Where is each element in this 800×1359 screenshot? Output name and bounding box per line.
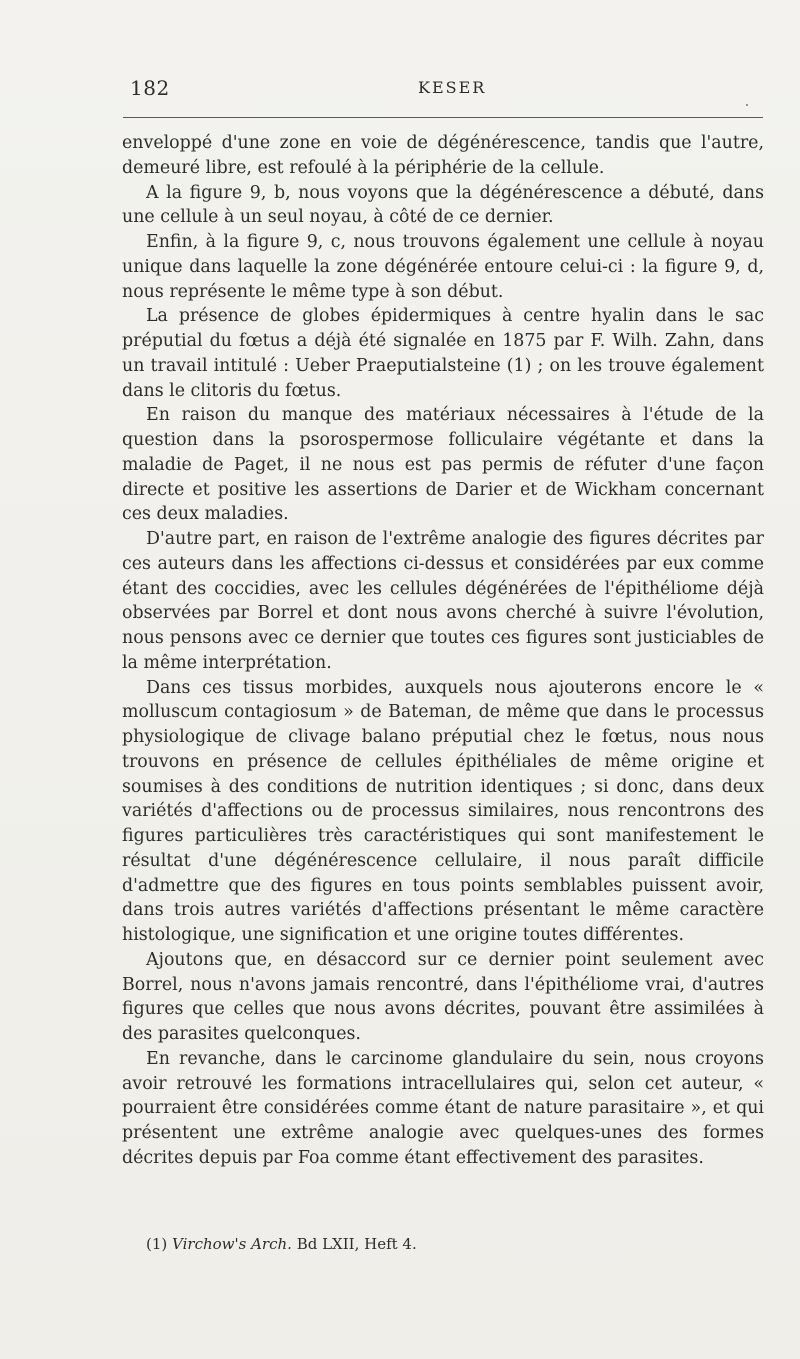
page-number: 182 <box>130 76 170 100</box>
print-mark <box>746 104 748 106</box>
paragraph: La présence de globes épidermiques à centre hyalin dans le sac préputial du fœtus a déjà été signalée en 1875 par F. Wilh. Zahn, dans un travail intitulé : Ueber Praeputialsteine (1) ; on les trouve également dans le clitoris du fœtus. <box>122 306 764 401</box>
body-text <box>122 131 764 1171</box>
paragraph: A la figure 9, b, nous voyons que la dégénérescence a débuté, dans une cellule à un seul noyau, à côté de ce dernier. <box>122 182 764 228</box>
footnote-marker: (1) <box>146 1235 168 1253</box>
paragraph: En revanche, dans le carcinome glandulaire du sein, nous croyons avoir retrouvé les formations intracellulaires qui, selon cet auteur, « pourraient être considérées comme étant de nature parasitaire », et qui présentent une extrême analogie avec quelques-unes des formes décrites depuis par Foa comme étant effectivement des parasites. <box>122 1048 764 1168</box>
paragraph: En raison du manque des matériaux nécessaires à l'étude de la question dans la psorospermose folliculaire végétante et dans la maladie de Paget, il ne nous est pas permis de réfuter d'une façon directe et positive les assertions de Darier et de Wickham concernant ces deux maladies. <box>122 405 764 525</box>
paragraph: enveloppé d'une zone en voie de dégénérescence, tandis que l'autre, demeuré libre, est refoulé à la périphérie de la cellule. <box>122 133 764 178</box>
paragraph: Ajoutons que, en désaccord sur ce dernier point seulement avec Borrel, nous n'avons jamais rencontré, dans l'épithéliome vrai, d'autres figures que celles que nous avons décrites, pouvant être assimilées à des parasites quelconques. <box>122 949 764 1044</box>
paragraph: D'autre part, en raison de l'extrême analogie des figures décrites par ces auteurs dans les affections ci-dessus et considérées par eux comme étant des coccidies, avec les cellules dégénérées de l'épithéliome déjà observées par Borrel et dont nous avons cherché à suivre l'évolution, nous pensons avec ce dernier que toutes ces figures sont justiciables de la même interprétation. <box>122 529 764 673</box>
footnote-source-title: Virchow's Arch. <box>172 1235 292 1253</box>
footnote <box>146 1234 417 1254</box>
page-header <box>130 76 762 102</box>
footnote-reference: Bd LXII, Heft 4. <box>291 1235 417 1253</box>
header-rule <box>123 117 763 118</box>
paragraph: Enfin, à la figure 9, c, nous trouvons également une cellule à noyau unique dans laquelle la zone dégénérée entoure celui-ci : la figure 9, d, nous représente le même type à son début. <box>122 232 764 302</box>
running-head: KESER <box>418 78 487 97</box>
paragraph: Dans ces tissus morbides, auxquels nous ajouterons encore le « molluscum contagiosum » de Bateman, de même que dans le processus physiologique de clivage balano préputial chez le fœtus, nous nous trouvons en présence de cellules épithéliales de même origine et soumises à des conditions de nutrition identiques ; si donc, dans deux variétés d'affections ou de processus similaires, nous rencontrons des figures particulières très caractéristiques qui sont manifestement le résultat d'une dégénérescence cellulaire, il nous paraît difficile d'admettre que des figures en tous points semblables puissent avoir, dans trois autres variétés d'affections présentant le même caractère histologique, une signification et une origine toutes différentes. <box>122 677 764 945</box>
